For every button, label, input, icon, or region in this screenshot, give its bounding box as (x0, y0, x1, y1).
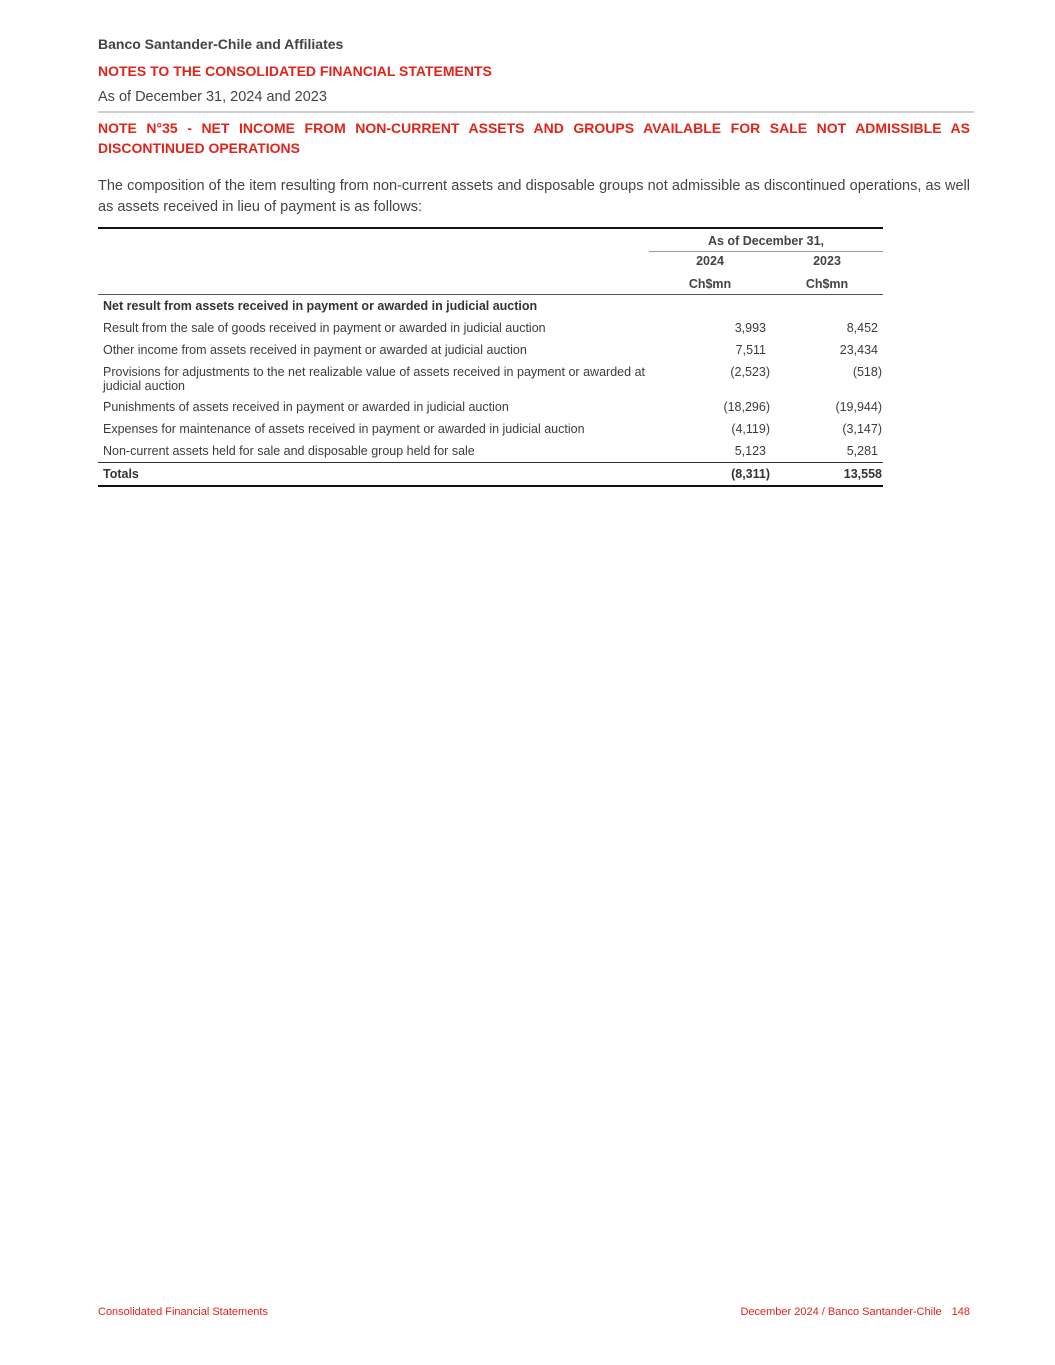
page-number: 148 (951, 1306, 970, 1318)
value-2024: 3,993 (734, 321, 766, 335)
value-2024: (2,523) (730, 365, 770, 379)
value-2023: 8,452 (846, 321, 878, 335)
row-label: Punishments of assets received in payment or awarded in judicial auction (103, 400, 509, 414)
table-bottom-rule (98, 485, 883, 487)
row-label: Result from the sale of goods received in payment or awarded in judicial auction (103, 321, 546, 335)
note-intro: The composition of the item resulting from non-current assets and disposable groups not admissible as discontinued operations, as well as assets received in lieu of payment is as follows: (98, 178, 970, 215)
page-header (98, 33, 974, 108)
value-2024: (18,296) (723, 400, 770, 414)
financial-table (98, 227, 883, 487)
footer-right-text: December 2024 / Banco Santander-Chile (740, 1306, 942, 1318)
table-header (98, 229, 883, 295)
value-2024: 7,511 (735, 343, 766, 357)
value-2024: 5,123 (734, 444, 766, 458)
column-group-header: As of December 31, (649, 231, 883, 252)
table-row (98, 418, 883, 440)
section-row (98, 295, 883, 317)
totals-label: Totals (103, 467, 139, 481)
row-label: Expenses for maintenance of assets received in payment or awarded in judicial auction (103, 422, 585, 436)
table-row (98, 440, 883, 462)
row-label: Provisions for adjustments to the net realizable value of assets received in payment or awarded at judicial auction (103, 365, 645, 393)
year-2024-header: 2024 (696, 254, 724, 268)
year-2023-header: 2023 (813, 254, 841, 268)
value-2023: (518) (852, 365, 882, 379)
row-label: Other income from assets received in payment or awarded at judicial auction (103, 343, 527, 357)
table-row (98, 339, 883, 361)
company-name: Banco Santander-Chile and Affiliates (98, 36, 344, 52)
footer-right (740, 1306, 970, 1318)
value-2023: 5,281 (846, 444, 878, 458)
total-2024: (8,311) (731, 467, 770, 481)
table-row (98, 361, 883, 396)
footer-left: Consolidated Financial Statements (98, 1306, 268, 1318)
value-2024: (4,119) (731, 422, 770, 436)
value-2023: (19,944) (835, 400, 882, 414)
section-label: Net result from assets received in payment or awarded in judicial auction (103, 299, 538, 313)
value-2023: 23,434 (839, 343, 878, 357)
value-2023: (3,147) (842, 422, 882, 436)
total-2023: 13,558 (843, 467, 882, 481)
currency-2023-header: Ch$mn (805, 277, 849, 291)
currency-2024-header: Ch$mn (688, 277, 732, 291)
row-label: Non-current assets held for sale and disposable group held for sale (103, 444, 475, 458)
table-row (98, 317, 883, 339)
header-divider (98, 111, 974, 113)
note-heading: NOTE N°35 - NET INCOME FROM NON-CURRENT ASSETS AND GROUPS AVAILABLE FOR SALE NOT ADMISSIBLE AS DISCONTINUED OPERATIONS (98, 120, 970, 156)
as-of-date: As of December 31, 2024 and 2023 (98, 89, 327, 105)
table-row (98, 396, 883, 418)
totals-row (98, 463, 883, 485)
notes-title: NOTES TO THE CONSOLIDATED FINANCIAL STATEMENTS (98, 63, 492, 79)
